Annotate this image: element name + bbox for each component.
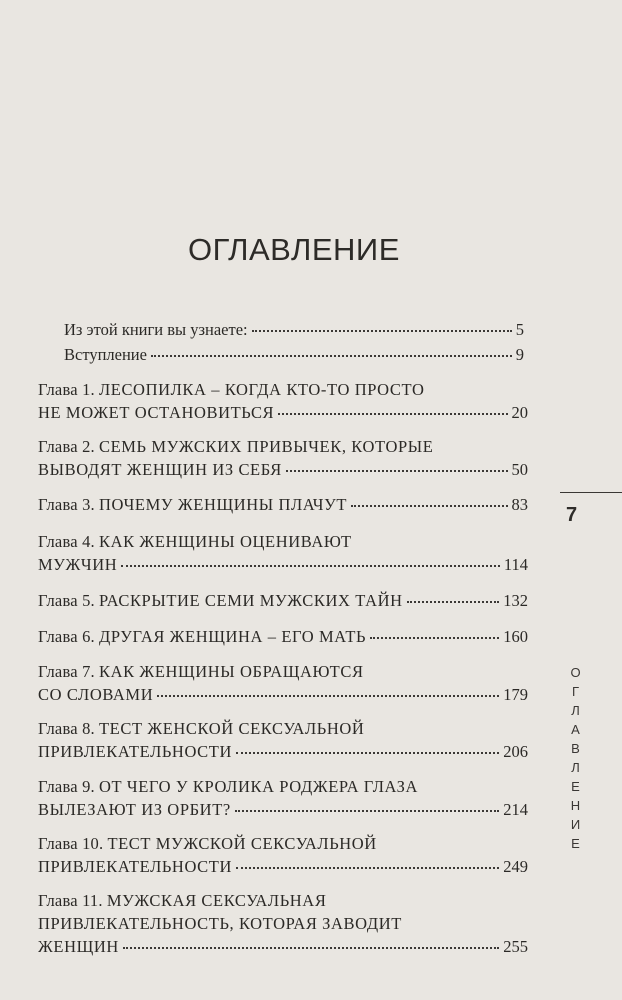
toc-page-number: 114	[503, 555, 528, 574]
toc-page-number: 214	[503, 800, 528, 819]
chapter-title-cont: НЕ МОЖЕТ ОСТАНОВИТЬСЯ	[38, 403, 275, 422]
toc-page-number: 160	[503, 627, 528, 646]
toc-entry	[64, 320, 524, 346]
running-header: ОГЛАВЛЕНИЕ	[568, 665, 583, 855]
toc-entry-label: Вступление	[64, 345, 147, 364]
toc-entry	[38, 800, 528, 826]
toc-page-number: 20	[511, 403, 528, 422]
chapter-prefix: Глава 8.	[38, 719, 95, 738]
toc-page-number: 9	[515, 345, 524, 364]
toc-page-number: 249	[503, 857, 528, 876]
toc-entry	[38, 460, 528, 486]
chapter-title: ОТ ЧЕГО У КРОЛИКА РОДЖЕРА ГЛАЗА	[98, 777, 418, 796]
chapter-prefix: Глава 11.	[38, 891, 103, 910]
chapter-title-cont: ПРИВЛЕКАТЕЛЬНОСТЬ, КОТОРАЯ ЗАВОДИТ	[38, 914, 402, 933]
toc-entry	[64, 345, 524, 371]
chapter-title: КАК ЖЕНЩИНЫ ОЦЕНИВАЮТ	[98, 532, 352, 551]
dot-leader	[252, 329, 512, 332]
chapter-title-cont: СО СЛОВАМИ	[38, 685, 154, 704]
chapter-prefix: Глава 10.	[38, 834, 104, 853]
chapter-title-cont: ПРИВЛЕКАТЕЛЬНОСТИ	[38, 742, 232, 761]
dot-leader	[235, 809, 499, 812]
chapter-title: КАК ЖЕНЩИНЫ ОБРАЩАЮТСЯ	[98, 662, 364, 681]
dot-leader	[236, 751, 499, 754]
chapter-title: ЛЕСОПИЛКА – КОГДА КТО-ТО ПРОСТО	[98, 380, 425, 399]
dot-leader	[121, 564, 500, 567]
page-number: 7	[566, 504, 578, 526]
toc-page-number: 5	[515, 320, 524, 339]
dot-leader	[123, 946, 499, 949]
dot-leader	[236, 866, 499, 869]
chapter-prefix: Глава 5.	[38, 591, 95, 610]
chapter-title: ПОЧЕМУ ЖЕНЩИНЫ ПЛАЧУТ	[98, 495, 348, 514]
chapter-prefix: Глава 9.	[38, 777, 95, 796]
toc-entry	[38, 495, 528, 521]
chapter-title-cont: ПРИВЛЕКАТЕЛЬНОСТИ	[38, 857, 232, 876]
toc-entry	[38, 555, 528, 581]
toc-entry	[38, 591, 528, 617]
chapter-title: ТЕСТ ЖЕНСКОЙ СЕКСУАЛЬНОЙ	[98, 719, 365, 738]
chapter-prefix: Глава 2.	[38, 437, 95, 456]
dot-leader	[407, 600, 500, 603]
chapter-title: ТЕСТ МУЖСКОЙ СЕКСУАЛЬНОЙ	[107, 834, 377, 853]
toc-page-number: 83	[511, 495, 528, 514]
chapter-title-cont: ВЫВОДЯТ ЖЕНЩИН ИЗ СЕБЯ	[38, 460, 282, 479]
dot-leader	[278, 412, 507, 415]
header-rule	[560, 492, 622, 493]
toc-entry	[38, 403, 528, 429]
dot-leader	[157, 694, 499, 697]
chapter-title: СЕМЬ МУЖСКИХ ПРИВЫЧЕК, КОТОРЫЕ	[98, 437, 434, 456]
chapter-title: ДРУГАЯ ЖЕНЩИНА – ЕГО МАТЬ	[98, 627, 367, 646]
toc-entry	[38, 937, 528, 963]
dot-leader	[151, 354, 512, 357]
toc-page-number: 255	[503, 937, 528, 956]
toc-entry	[38, 685, 528, 711]
dot-leader	[286, 469, 508, 472]
chapter-title-cont: ЖЕНЩИН	[38, 937, 119, 956]
toc-entry	[38, 742, 528, 768]
toc-entry-label: Из этой книги вы узнаете:	[64, 320, 248, 339]
chapter-prefix: Глава 3.	[38, 495, 95, 514]
toc-page-number: 206	[503, 742, 528, 761]
dot-leader	[370, 636, 499, 639]
toc-page-number: 132	[503, 591, 528, 610]
chapter-prefix: Глава 6.	[38, 627, 95, 646]
chapter-prefix: Глава 7.	[38, 662, 95, 681]
chapter-title-cont: ВЫЛЕЗАЮТ ИЗ ОРБИТ?	[38, 800, 231, 819]
chapter-title-cont: МУЖЧИН	[38, 555, 118, 574]
toc-page-number: 50	[511, 460, 528, 479]
chapter-title: РАСКРЫТИЕ СЕМИ МУЖСКИХ ТАЙН	[98, 591, 403, 610]
dot-leader	[351, 504, 507, 507]
chapter-title: МУЖСКАЯ СЕКСУАЛЬНАЯ	[106, 891, 327, 910]
toc-page-number: 179	[503, 685, 528, 704]
chapter-prefix: Глава 1.	[38, 380, 95, 399]
page-title: ОГЛАВЛЕНИЕ	[188, 232, 400, 267]
toc-entry	[38, 857, 528, 883]
toc-entry	[38, 627, 528, 653]
chapter-prefix: Глава 4.	[38, 532, 95, 551]
